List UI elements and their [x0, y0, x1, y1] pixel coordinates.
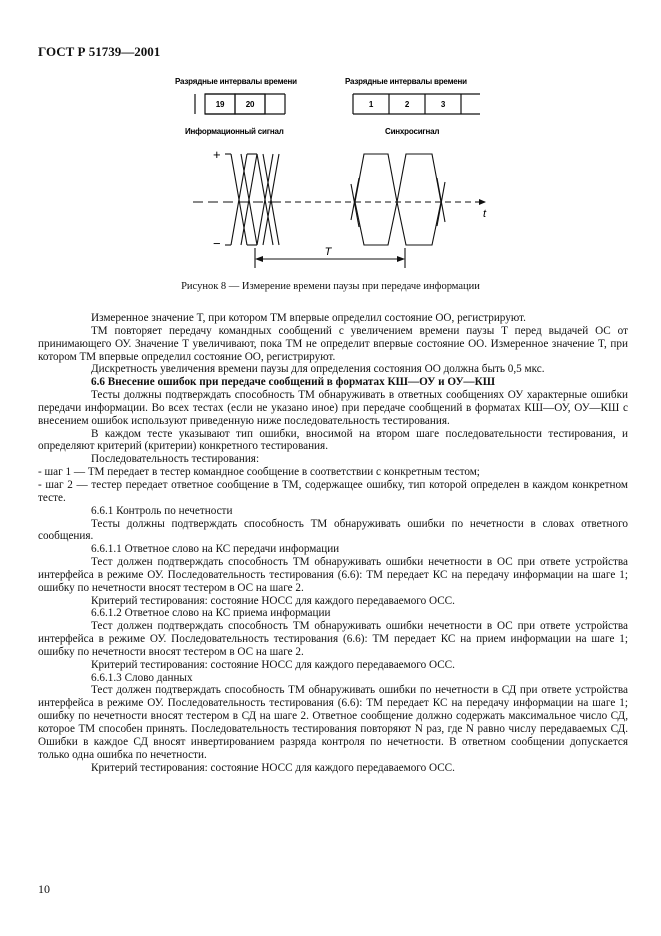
minus-sign: −	[213, 236, 221, 251]
info-signal-label: Информационный сигнал	[185, 127, 284, 136]
paragraph: Критерий тестирования: состояние НОСС для каждого передаваемого ОСС.	[91, 761, 455, 774]
paragraph: Последовательность тестирования:	[91, 453, 260, 466]
paragraph: Тесты должны подтверждать способность ТМ обнаруживать ошибки по нечетности в словах ответного сообщения.	[38, 517, 628, 543]
interval-cell-2: 2	[404, 100, 410, 109]
document-header: ГОСТ Р 51739—2001	[38, 44, 161, 59]
sync-signal-waveform	[351, 154, 445, 245]
right-interval-label: Разрядные интервалы времени	[345, 77, 467, 86]
left-interval-label: Разрядные интервалы времени	[175, 77, 297, 86]
paragraph: Тест должен подтверждать способность ТМ обнаруживать ошибки нечетности в ОС при ответе устройства интерфейса в режиме ОУ. Последовательность тестирования (6.6): ТМ передает КС на передачу информации на шаге 1; ошибку по нечетности вносят тестером в ОС на шаге 2.	[38, 556, 628, 594]
list-item: - шаг 1 — ТМ передает в тестер командное сообщение в соответствии с конкретным тестом;	[38, 466, 480, 479]
paragraph: Критерий тестирования: состояние НОСС для каждого передаваемого ОСС.	[91, 658, 455, 671]
paragraph: В каждом тесте указывают тип ошибки, вносимой на втором шаге последовательности тестирования, и определяют критерий (критерии) конкретного тестирования.	[38, 427, 628, 453]
interval-arrow-left	[255, 256, 263, 262]
page-number: 10	[38, 882, 50, 896]
list-item: - шаг 2 — тестер передает ответное сообщение в ТМ, содержащее ошибку, тип которой определен в каждом конкретном тесте.	[38, 478, 628, 504]
body-text	[38, 312, 628, 774]
left-interval-boxes	[195, 94, 285, 114]
figure-8	[175, 72, 505, 272]
subsection-heading: 6.6.1.2 Ответное слово на КС приема информации	[91, 607, 331, 620]
subsection-heading: 6.6.1.1 Ответное слово на КС передачи информации	[91, 543, 340, 556]
interval-cell-1: 1	[368, 100, 374, 109]
interval-label-T: T	[324, 246, 332, 258]
paragraph: Критерий тестирования: состояние НОСС для каждого передаваемого ОСС.	[91, 594, 455, 607]
subsection-heading: 6.6.1 Контроль по нечетности	[91, 504, 233, 517]
paragraph: Дискретность увеличения времени паузы для определения состояния ОО должна быть 0,5 мкс.	[91, 363, 545, 376]
paragraph: Тест должен подтверждать способность ТМ обнаруживать ошибки по нечетности в СД при ответе устройства интерфейса в режиме ОУ. Последовательность тестирования (6.6): ТМ передает КС на передачу информации на шаге 1; ошибку по нечетности вносят тестером в СД на шаге 2. Ответное сообщение должно содержать максимальное число СД, которое ТМ способен принять. Последовательность тестирования повторяют N раз, где N равно числу передаваемых СД. Ошибки в каждое СД вносят инвертированием разряда контроля по нечетности. В ответном сообщении допускается только одна ошибка по нечетности.	[38, 684, 628, 761]
paragraph: ТМ повторяет передачу командных сообщений с увеличением времени паузы T перед выдачей ОС от принимающего ОУ. Значение T увеличивают, пока ТМ не определит впервые состояние ОО. Измеренное значение T, при котором ТМ впервые определил состояние ОО, регистрируют.	[38, 324, 628, 363]
axis-arrow	[479, 199, 486, 205]
plus-sign: +	[213, 147, 221, 162]
sync-signal-label: Синхросигнал	[385, 127, 440, 136]
interval-cell-19: 19	[215, 100, 225, 109]
paragraph: Тесты должны подтверждать способность ТМ обнаруживать в ответных сообщениях ОУ характерные ошибки передачи информации. Во всех тестах (если не указано иное) при передаче сообщений в форматах КШ—ОУ, ОУ—КШ с внесением ошибок используют приведенную ниже последовательность тестирования.	[38, 389, 628, 427]
subsection-heading: 6.6.1.3 Слово данных	[91, 671, 193, 684]
interval-cell-3: 3	[440, 100, 446, 109]
timing-diagram	[175, 72, 505, 272]
paragraph: Измеренное значение T, при котором ТМ впервые определил состояние ОО, регистрируют.	[91, 312, 526, 324]
interval-cell-20: 20	[245, 100, 255, 109]
info-signal-waveform	[225, 154, 279, 245]
figure-caption: Рисунок 8 — Измерение времени паузы при передаче информации	[181, 281, 480, 292]
paragraph: Тест должен подтверждать способность ТМ обнаруживать ошибки нечетности в ОС при ответе устройства интерфейса в режиме ОУ. Последовательность тестирования (6.6): ТМ передает КС на прием информации на шаге 1; ошибку по нечетности вносят тестером в ОС на шаге 2.	[38, 620, 628, 658]
section-heading: 6.6 Внесение ошибок при передаче сообщений в форматах КШ—ОУ и ОУ—КШ	[91, 376, 495, 389]
interval-arrow-right	[397, 256, 405, 262]
axis-label-t: t	[483, 208, 487, 220]
